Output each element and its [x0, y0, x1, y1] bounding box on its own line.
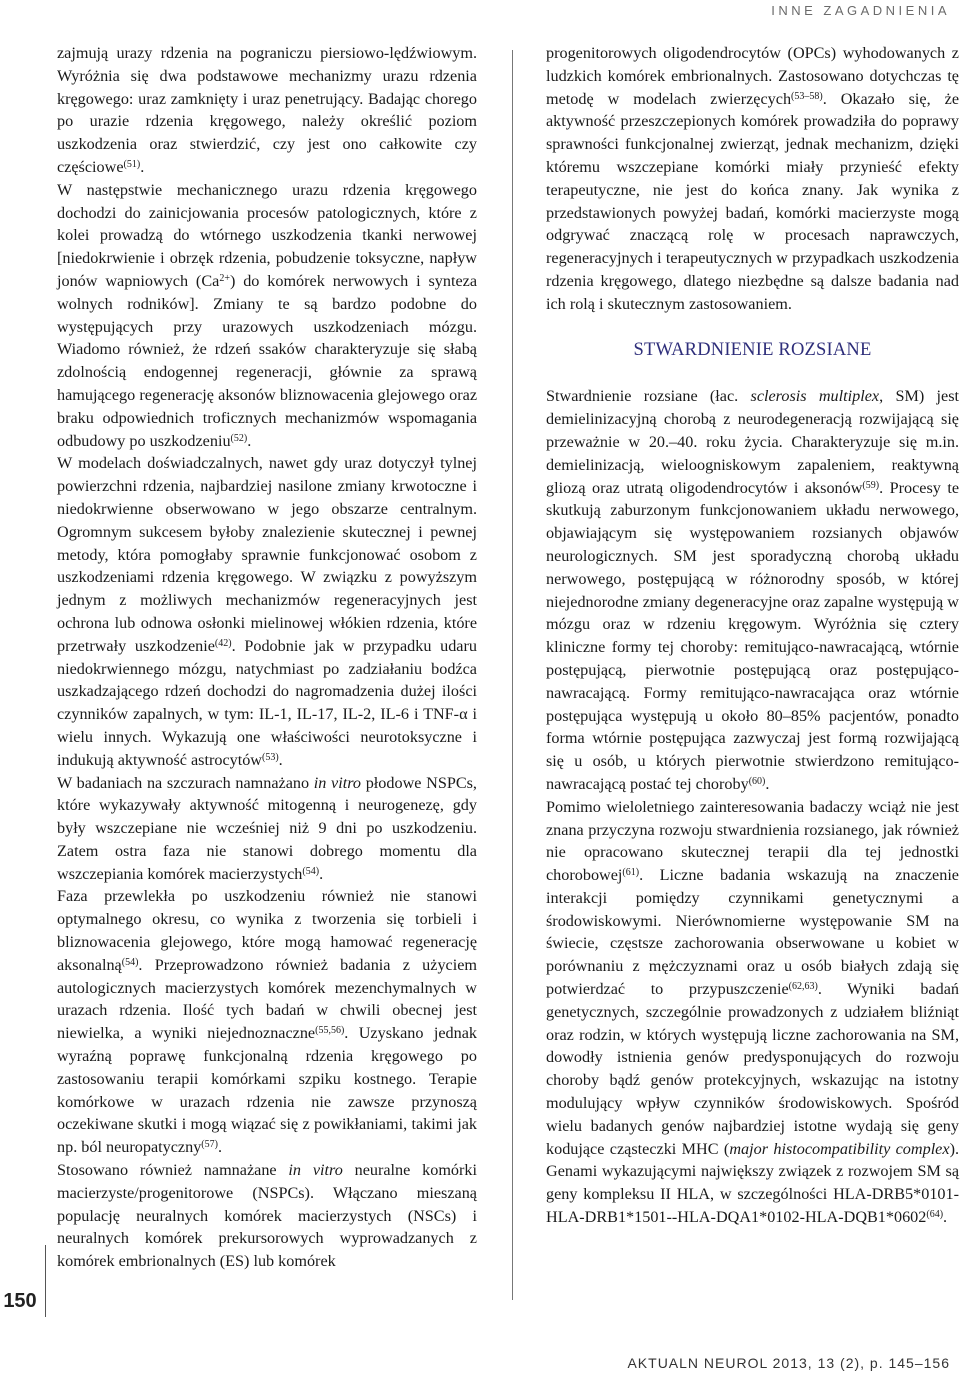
citation-ref: (57) [201, 1139, 218, 1151]
section-heading: STWARDNIENIE ROZSIANE [633, 339, 872, 360]
right-column [546, 42, 959, 1229]
citation-ref: (52) [230, 432, 248, 444]
citation-ref: (61) [622, 867, 640, 879]
page-number: 150 [3, 1290, 37, 1312]
paragraph: progenitorowych oligodendrocytów (OPCs) wyhodowanych z ludzkich komórek embrionalnych. Zastosowano dotychczas tę metodę w modelach zwierzęcych$^{(53-58)}$. Okazało się, że aktywność przeszczepionych komórek prowadziła do poprawy sprawności funkcjonalnej zwierząt, jednak mechanizm, dzięki któremu wszczepiane komórki miały przynieść efekty terapeutyczne, nie jest do końca znany. Jak wynika z przedstawionych powyżej badań, komórki macierzyste mogą odgrywać znaczącą rolę w procesach naprawczych, regeneracyjnych i terapeutycznych w przypadkach uszkodzenia rdzenia kręgowego, dlatego niezbędne są dalsze badania nad ich rolą i skutecznym zastosowaniem. [546, 44, 959, 313]
paragraph: Pomimo wieloletniego zainteresowania badaczy wciąż nie jest znana przyczyna rozwoju stwardnienia rozsianego, jak również nie opracowano skutecznej terapii dla tej jednostki chorobowej$^{(61)}$. Liczne badania wskazują na znaczenie interakcji pomiędzy czynnikami genetycznymi a środowiskowymi. Nierównomierne występowanie SM na świecie, częstsze zachorowania obserwowane u kobiet w porównaniu z mężczyznami oraz u osób białych zdają się potwierdzać to przypuszczenie$^{(62,63)}$. Wyniki badań genetycznych, szczególnie prowadzonych z udziałem bliźniąt oraz rodzin, w których występują liczne zachorowania na SM, dowodły istnienia genów predysponujących do rozwoju choroby bądź genów protekcyjnych, wskazując na istotny modulujący wpływ czynników środowiskowych. Spośród wielu badanych genów najbardziej istotne wydają się geny kodujące cząsteczki MHC (major histocompatibility complex). Genami wykazującymi największy związek z rozwojem SM są geny kompleksu II HLA, w szczególności HLA-DRB5*0101-HLA-DRB1*1501--HLA-DQA1*0102-HLA-DQB1*0602$^{(64)}$. [546, 797, 959, 1227]
section-header [0, 0, 960, 22]
citation-ref: (53–58) [791, 90, 823, 102]
citation-ref: (64) [926, 1209, 944, 1221]
page-number-rule [45, 1245, 46, 1317]
column-divider [512, 50, 513, 1300]
citation-ref: (42) [214, 637, 232, 649]
paragraph: Stosowano również namnażane in vitro neuralne komórki macierzyste/progenitorowe (NSPCs). Włączano mieszaną populację neuralnych komórek macierzystych (NSCs) i neuralnych komórek prekursorowych wyprowadzanych z komórek embrionalnych (ES) lub komórek [57, 1161, 477, 1271]
citation-ref: (53) [262, 751, 279, 763]
journal-citation: AKTUALN NEUROL 2013, 13 (2), p. 145–156 [627, 1355, 950, 1371]
paragraph: W modelach doświadczalnych, nawet gdy uraz dotyczył tylnej powierzchni rdzenia, najbardziej nasilone zmiany krwotoczne i niedokrwienne obserwowano w jego obszarze centralnym. Ogromnym sukcesem byłoby znalezienie skutecznej i pewnej metody, która pomogłaby sprawnie funkcjonować osobom z uszkodzeniami rdzenia kręgowego. W związku z powyższym jednym z możliwych mechanizmów regeneracyjnych jest ochrona lub odnowa osłonki mielinowej włókien rdzenia, które przetrwały uszkodzenie$^{(42)}$. Podobnie jak w przypadku udaru niedokrwiennego mózgu, natychmiast po zadziałaniu bodźca uszkadzającego rdzeń dochodzi do nagromadzenia dużej ilości czynników zapalnych, w tym: IL-1, IL-17, IL-2, IL-6 i TNF-α i wielu innych. Wykazują one właściwości neurotoksyczne i indukują aktywność astrocytów$^{(53)}$. [57, 454, 477, 769]
citation-ref: (59) [862, 479, 880, 491]
paragraph: W następstwie mechanicznego urazu rdzenia kręgowego dochodzi do zainicjowania procesów patologicznych, które z kolei prowadzą do wtórnego uszkodzenia tkanki nerwowej [niedokrwienie i obrzęk rdzenia, pobudzenie toksyczne, napływ jonów wapniowych $(Ca^{2+})$ do komórek nerwowych i synteza wolnych rodników]. Zmiany te są bardzo podobne do występujących przy urazowych uszkodzeniach mózgu. Wiadomo również, że rdzeń ssaków charakteryzuje się słabą zdolnością endogennej regeneracji, głównie za sprawą hamującego regenerację aksonów bliznowacenia glejowego oraz braku odpowiednich troficznych mechanizmów wspomagania odbudowy po uszkodzeniu$^{(52)}$. [57, 180, 477, 450]
section-label: INNE ZAGADNIENIA [771, 3, 950, 18]
paragraph: Stwardnienie rozsiane (łac. sclerosis multiplex, SM) jest demielinizacyjną chorobą z neurodegeneracją rozwijającą się przeważnie w 20.–40. roku życia. Charakteryzuje się m.in. demielinizacją, wieloogniskowym zapaleniem, reaktywną gliozą oraz utratą oligodendrocytów i aksonów$^{(59)}$. Procesy te skutkują zaburzonym funkcjonowaniem układu nerwowego, objawiającym się występowaniem rozsianych objawów neurologicznych. SM jest sporadyczną chorobą układu nerwowego, postępującą w różnorodny sposób, w której niejednorodne zmiany degeneracyjne oraz zapalne występują w mózgu oraz w rdzeniu kręgowym. Wyróżnia się cztery kliniczne formy tej choroby: remitująco-nawracającą, wtórnie postępującą, pierwotnie postępującą oraz postępująco-nawracającą. Formy remitująco-nawracająca oraz wtórnie postępująca występują u około 80–85% pacjentów, ponadto forma wtórnie postępująca zazwyczaj jest formą rozwijającą się u osób, u których pierwotnie stwierdzono remitująco-nawracającą postać tej choroby$^{(60)}$. [546, 387, 960, 793]
paragraph: Faza przewlekła po uszkodzeniu również nie stanowi optymalnego okresu, co wynika z tworzenia się torbieli i bliznowacenia glejowego, które mogą hamować regenerację aksonalną$^{(54)}$. Przeprowadzono również badania z użyciem autologicznych macierzystych komórek mezenchymalnych w urazach rdzenia. Ilość tych badań w chwili obecnej jest niewielka, a wyniki niejednoznaczne$^{(55,56)}$. Uzyskano jednak wyraźną poprawę funkcjonalną rdzenia kręgowego po zastosowaniu terapii komórkami szpiku kostnego. Terapie komórkowe w urazach rdzenia nie zawsze przynoszą oczekiwane skutki i mogą wiązać się z powikłaniami, takimi jak np. ból neuropatyczny$^{(57)}$. [57, 887, 477, 1157]
citation-ref: (54) [302, 865, 320, 877]
citation-ref: (55,56) [315, 1025, 345, 1037]
citation-ref: (60) [748, 775, 766, 787]
superscript: 2+ [219, 272, 230, 284]
left-column [57, 42, 477, 1273]
citation-ref: (51) [123, 158, 141, 170]
citation-ref: (54) [121, 956, 139, 968]
citation-ref: (62,63) [788, 981, 818, 993]
paragraph: zajmują urazy rdzenia na pograniczu piersiowo-lędźwiowym. Wyróżnia się dwa podstawowe mechanizmy urazu rdzenia kręgowego: uraz zamknięty i uraz penetrujący. Badając chorego po urazie rdzenia kręgowego, należy określić poziom uszkodzenia oraz stwierdzić, czy jest ono całkowite czy częściowe$^{(51)}$. [57, 44, 477, 176]
paragraph: W badaniach na szczurach namnażano in vitro płodowe NSPCs, które wykazywały aktywność mitogenną i neurogenezę, gdy były wszczepiane nie wcześniej niż 9 dni po uszkodzeniu. Zatem ostra faza nie stanowi dobrego momentu dla wszczepiania komórek macierzystych$^{(54)}$. [57, 773, 477, 883]
